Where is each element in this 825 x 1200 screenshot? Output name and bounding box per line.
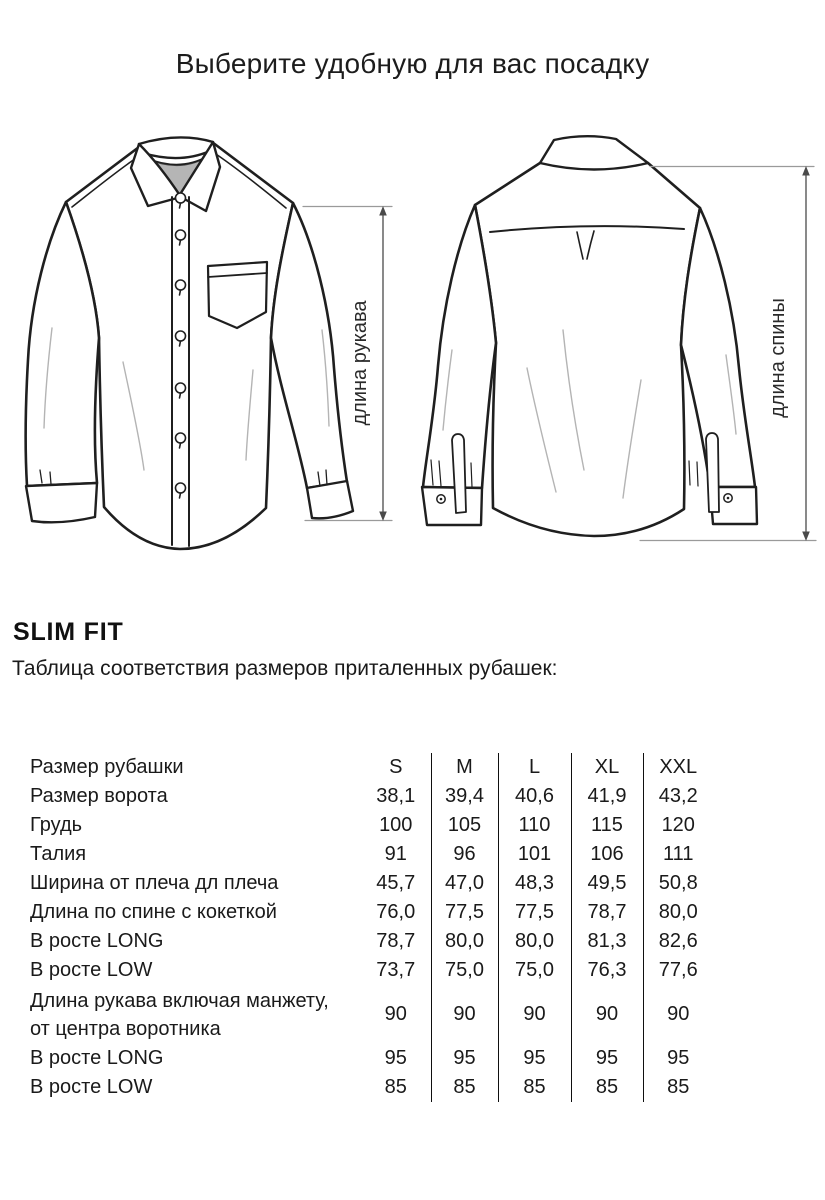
- fit-heading: SLIM FIT: [13, 618, 124, 646]
- size-value: 45,7: [376, 872, 416, 894]
- size-value: 75,0: [498, 956, 571, 985]
- column-header-s: S: [389, 756, 403, 778]
- size-value: 85: [498, 1073, 571, 1102]
- table-row: [30, 1073, 713, 1102]
- size-value: 90: [643, 985, 713, 1044]
- size-value: 82,6: [643, 927, 713, 956]
- size-value: 101: [498, 840, 571, 869]
- size-value: 115: [571, 811, 643, 840]
- size-value: 47,0: [431, 869, 498, 898]
- size-value: 85: [571, 1073, 643, 1102]
- size-value: 49,5: [571, 869, 643, 898]
- column-header-m: M: [431, 753, 498, 782]
- size-value: 77,5: [431, 898, 498, 927]
- column-header-xxl: XXL: [643, 753, 713, 782]
- row-label: В росте LOW: [30, 959, 153, 981]
- size-value: 95: [571, 1044, 643, 1073]
- size-value: 39,4: [431, 782, 498, 811]
- table-row: [30, 1044, 713, 1073]
- size-value: 43,2: [643, 782, 713, 811]
- back-shirt-drawing: [422, 136, 757, 536]
- size-value: 80,0: [498, 927, 571, 956]
- size-value: 77,6: [643, 956, 713, 985]
- size-value: 85: [431, 1073, 498, 1102]
- table-row: [30, 811, 713, 840]
- table-header-row: [30, 753, 713, 782]
- size-value: 106: [571, 840, 643, 869]
- column-header-xl: XL: [571, 753, 643, 782]
- size-value: 95: [431, 1044, 498, 1073]
- size-value: 81,3: [571, 927, 643, 956]
- sleeve-length-label: длина рукава: [349, 300, 371, 426]
- size-value: 40,6: [498, 782, 571, 811]
- back-body: [475, 157, 700, 537]
- row-label: В росте LONG: [30, 930, 164, 952]
- size-value: 73,7: [376, 959, 416, 981]
- table-row: [30, 869, 713, 898]
- size-value: 95: [384, 1047, 407, 1069]
- size-value: 41,9: [571, 782, 643, 811]
- size-value: 80,0: [643, 898, 713, 927]
- size-value: 76,0: [376, 901, 416, 923]
- size-value: 91: [384, 843, 407, 865]
- row-label: Длина рукава включая манжету, от центра воротника: [30, 989, 329, 1040]
- table-corner-label: Размер рубашки: [30, 756, 184, 778]
- row-label: Грудь: [30, 814, 83, 836]
- row-label: В росте LONG: [30, 1047, 164, 1069]
- size-value: 105: [431, 811, 498, 840]
- front-shirt-drawing: [26, 137, 353, 549]
- table-row: [30, 840, 713, 869]
- size-value: 110: [498, 811, 571, 840]
- size-value: 95: [643, 1044, 713, 1073]
- size-value: 100: [379, 814, 413, 836]
- table-caption: Таблица соответствия размеров приталенных рубашек:: [12, 657, 558, 680]
- size-value: 90: [431, 985, 498, 1044]
- row-label: Размер ворота: [30, 785, 168, 807]
- size-value: 95: [498, 1044, 571, 1073]
- size-value: 80,0: [431, 927, 498, 956]
- size-table: [30, 753, 713, 1102]
- table-row: [30, 956, 713, 985]
- row-label: Длина по спине с кокеткой: [30, 901, 277, 923]
- size-value: 111: [643, 840, 713, 869]
- front-left-cuff: [26, 483, 97, 522]
- right-cuff-placket: [706, 433, 719, 512]
- size-value: 85: [384, 1076, 407, 1098]
- row-label: Ширина от плеча дл плеча: [30, 872, 279, 894]
- back-length-label: длина спины: [767, 298, 789, 418]
- size-value: 75,0: [431, 956, 498, 985]
- size-value: 90: [384, 1003, 407, 1025]
- page-title: Выберите удобную для вас посадку: [175, 48, 650, 79]
- size-value: 90: [571, 985, 643, 1044]
- table-row: [30, 898, 713, 927]
- table-row: [30, 927, 713, 956]
- size-value: 85: [643, 1073, 713, 1102]
- table-row: [30, 985, 713, 1044]
- front-right-cuff: [307, 481, 353, 518]
- row-label: Талия: [30, 843, 87, 865]
- size-value: 78,7: [376, 930, 416, 952]
- column-header-l: L: [498, 753, 571, 782]
- size-value: 90: [498, 985, 571, 1044]
- size-value: 50,8: [643, 869, 713, 898]
- size-value: 96: [431, 840, 498, 869]
- size-value: 76,3: [571, 956, 643, 985]
- size-value: 38,1: [376, 785, 416, 807]
- size-value: 48,3: [498, 869, 571, 898]
- back-left-cuff: [422, 487, 482, 525]
- size-value: 78,7: [571, 898, 643, 927]
- size-value: 77,5: [498, 898, 571, 927]
- row-label: В росте LOW: [30, 1076, 153, 1098]
- size-value: 120: [643, 811, 713, 840]
- table-row: [30, 782, 713, 811]
- back-collar: [540, 136, 648, 169]
